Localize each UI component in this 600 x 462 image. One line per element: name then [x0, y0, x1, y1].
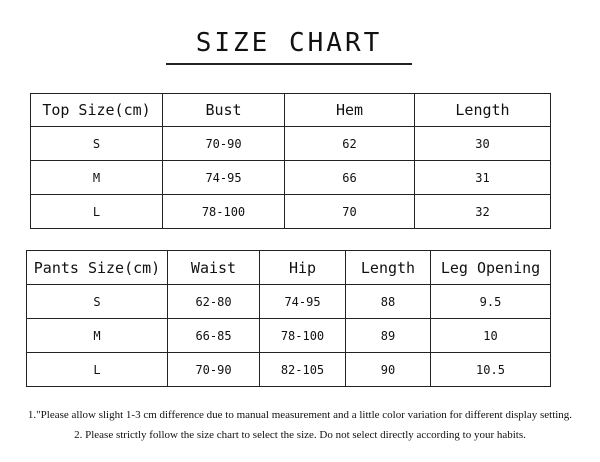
- pants-size-table: [26, 250, 551, 387]
- top-header-size: Top Size(cm): [31, 94, 163, 127]
- pants-cell-hip: 78-100: [260, 319, 346, 353]
- pants-cell-leg-opening: 10.5: [431, 353, 551, 387]
- pants-header-waist: Waist: [168, 251, 260, 285]
- top-cell-hem: 62: [285, 127, 415, 161]
- top-cell-length: 32: [415, 195, 551, 229]
- pants-cell-hip: 74-95: [260, 285, 346, 319]
- table-row: [31, 127, 551, 161]
- top-header-length: Length: [415, 94, 551, 127]
- pants-cell-waist: 66-85: [168, 319, 260, 353]
- title-underline: [166, 63, 412, 65]
- top-size-table: [30, 93, 551, 229]
- top-cell-size: L: [31, 195, 163, 229]
- top-header-hem: Hem: [285, 94, 415, 127]
- pants-cell-hip: 82-105: [260, 353, 346, 387]
- pants-cell-size: L: [27, 353, 168, 387]
- pants-cell-leg-opening: 9.5: [431, 285, 551, 319]
- pants-header-leg-opening: Leg Opening: [431, 251, 551, 285]
- table-row: [27, 353, 551, 387]
- table-row: [31, 161, 551, 195]
- pants-table-header-row: [27, 251, 551, 285]
- top-cell-length: 31: [415, 161, 551, 195]
- note-measurement: 1."Please allow slight 1-3 cm difference due to manual measurement and a little color variation for different display setting.: [27, 409, 573, 421]
- top-cell-hem: 70: [285, 195, 415, 229]
- pants-cell-leg-opening: 10: [431, 319, 551, 353]
- top-cell-size: M: [31, 161, 163, 195]
- pants-cell-length: 89: [346, 319, 431, 353]
- top-cell-length: 30: [415, 127, 551, 161]
- top-header-bust: Bust: [163, 94, 285, 127]
- pants-header-size: Pants Size(cm): [27, 251, 168, 285]
- top-cell-bust: 78-100: [163, 195, 285, 229]
- pants-header-length: Length: [346, 251, 431, 285]
- table-row: [31, 195, 551, 229]
- page-title: SIZE CHART: [195, 28, 383, 58]
- top-cell-hem: 66: [285, 161, 415, 195]
- top-table-header-row: [31, 94, 551, 127]
- pants-cell-length: 88: [346, 285, 431, 319]
- pants-cell-size: S: [27, 285, 168, 319]
- top-cell-bust: 74-95: [163, 161, 285, 195]
- pants-cell-length: 90: [346, 353, 431, 387]
- top-cell-bust: 70-90: [163, 127, 285, 161]
- table-row: [27, 285, 551, 319]
- table-row: [27, 319, 551, 353]
- pants-cell-size: M: [27, 319, 168, 353]
- pants-cell-waist: 62-80: [168, 285, 260, 319]
- pants-header-hip: Hip: [260, 251, 346, 285]
- note-follow-chart: 2. Please strictly follow the size chart to select the size. Do not select directly according to your habits.: [74, 429, 526, 441]
- top-cell-size: S: [31, 127, 163, 161]
- pants-cell-waist: 70-90: [168, 353, 260, 387]
